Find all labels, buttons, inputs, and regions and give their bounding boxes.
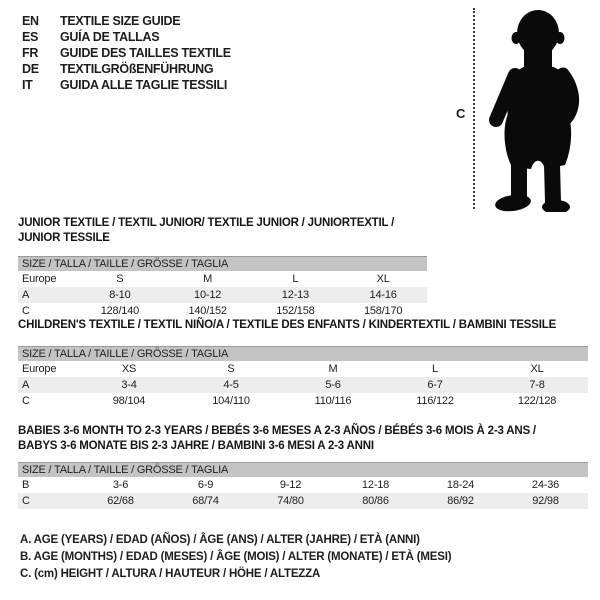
size-cell: XL <box>530 363 544 375</box>
size-cell: XL <box>376 273 390 285</box>
row-label-cell: C <box>22 395 30 407</box>
row-label-cell: A <box>22 379 30 391</box>
row-label-cell: A <box>22 289 30 301</box>
size-cell: 18-24 <box>446 479 475 491</box>
table-row <box>18 377 588 393</box>
language-code: ES <box>22 30 39 44</box>
language-code: IT <box>22 78 33 92</box>
language-label: TEXTILE SIZE GUIDE <box>60 14 181 28</box>
size-cell: 24-36 <box>531 479 560 491</box>
size-cell: 6-7 <box>427 379 443 391</box>
section-title: JUNIOR TEXTILE / TEXTIL JUNIOR/ TEXTILE JUNIOR / JUNIORTEXTIL / JUNIOR TESSILE <box>18 217 395 244</box>
size-cell: 3-6 <box>112 479 129 491</box>
size-header-bar: SIZE / TALLA / TAILLE / GRÖSSE / TAGLIA <box>18 346 588 361</box>
height-label-c: C <box>456 106 466 121</box>
language-item <box>22 29 231 45</box>
section-babies <box>18 424 588 509</box>
table-row <box>18 493 588 509</box>
size-cell: L <box>432 363 438 375</box>
language-code: FR <box>22 46 39 60</box>
size-header-bar: SIZE / TALLA / TAILLE / GRÖSSE / TAGLIA <box>18 256 427 271</box>
row-label-cell: C <box>22 305 30 317</box>
size-cell: 140/152 <box>188 305 227 317</box>
size-cell: 98/104 <box>112 395 146 407</box>
section-junior <box>18 216 427 319</box>
footnotes <box>20 532 451 583</box>
size-cell: 8-10 <box>109 289 131 301</box>
language-item <box>22 45 231 61</box>
size-header-bar: SIZE / TALLA / TAILLE / GRÖSSE / TAGLIA <box>18 462 588 477</box>
row-label-cell: Europe <box>22 363 57 375</box>
size-table-junior <box>18 271 427 319</box>
size-table-children <box>18 361 588 409</box>
table-row <box>18 271 427 287</box>
size-cell: 86/92 <box>447 495 474 507</box>
size-cell: 110/116 <box>314 395 352 407</box>
size-cell: XS <box>121 363 137 375</box>
language-code: DE <box>22 62 39 76</box>
size-cell: L <box>292 273 299 285</box>
size-cell: S <box>227 363 235 375</box>
row-label-cell: B <box>22 479 30 491</box>
size-cell: 9-12 <box>279 479 302 491</box>
language-label: TEXTILGRÖßENFÜHRUNG <box>60 62 214 76</box>
section-title: BABIES 3-6 MONTH TO 2-3 YEARS / BEBÉS 3-6 MESES A 2-3 AÑOS / BÉBÉS 3-6 MOIS À 2-3 ANS / BABYS 3-6 MONATE BIS 2-3 JAHRE / BAMBINI 3-6 MESI A 2-3 ANNI <box>18 425 536 452</box>
size-cell: 14-16 <box>369 289 397 301</box>
size-cell: 62/68 <box>107 495 134 507</box>
height-dotted-line <box>473 8 475 209</box>
size-cell: 3-4 <box>121 379 137 391</box>
language-label: GUIDA ALLE TAGLIE TESSILI <box>60 78 228 92</box>
language-item <box>22 77 231 93</box>
language-list <box>22 13 231 93</box>
row-label-cell: Europe <box>22 273 57 285</box>
size-cell: 152/158 <box>276 305 315 317</box>
footnote-c: C. (cm) HEIGHT / ALTURA / HAUTEUR / HÖHE / ALTEZZA <box>20 568 321 580</box>
section-children <box>18 318 588 409</box>
size-cell: 12-18 <box>361 479 390 491</box>
size-cell: 5-6 <box>325 379 341 391</box>
row-label-cell: C <box>22 495 30 507</box>
footnote-a: A. AGE (YEARS) / EDAD (AÑOS) / ÂGE (ANS) / ALTER (JAHRE) / ETÀ (ANNI) <box>20 534 420 546</box>
table-row <box>18 303 427 319</box>
size-cell: 10-12 <box>194 289 222 301</box>
table-row <box>18 477 588 493</box>
language-item <box>22 61 231 77</box>
size-cell: 68/74 <box>192 495 219 507</box>
language-label: GUIDE DES TAILLES TEXTILE <box>60 46 231 60</box>
table-row <box>18 287 427 303</box>
table-row <box>18 393 588 409</box>
size-cell: M <box>203 273 213 285</box>
size-table-babies <box>18 477 588 509</box>
size-cell: 80/86 <box>362 495 389 507</box>
footnote-b: B. AGE (MONTHS) / EDAD (MESES) / ÂGE (MOIS) / ALTER (MONATE) / ETÀ (MESI) <box>20 551 452 563</box>
size-cell: 116/122 <box>416 395 454 407</box>
table-row <box>18 361 588 377</box>
size-cell: 6-9 <box>197 479 214 491</box>
size-cell: 12-13 <box>281 289 309 301</box>
language-item <box>22 13 231 29</box>
size-cell: 158/170 <box>363 305 403 317</box>
language-label: GUÍA DE TALLAS <box>60 30 160 44</box>
language-code: EN <box>22 14 39 28</box>
size-cell: 74/80 <box>277 495 304 507</box>
section-title: CHILDREN'S TEXTILE / TEXTIL NIÑO/A / TEXTILE DES ENFANTS / KINDERTEXTIL / BAMBINI TESSILE <box>18 319 557 331</box>
size-cell: 92/98 <box>532 495 559 507</box>
size-cell: 122/128 <box>517 395 557 407</box>
size-cell: 4-5 <box>223 379 239 391</box>
size-cell: 7-8 <box>529 379 545 391</box>
baby-silhouette-icon <box>486 6 590 212</box>
size-cell: M <box>328 363 338 375</box>
size-cell: S <box>116 273 124 285</box>
size-cell: 128/140 <box>100 305 140 317</box>
size-cell: 104/110 <box>212 395 250 407</box>
